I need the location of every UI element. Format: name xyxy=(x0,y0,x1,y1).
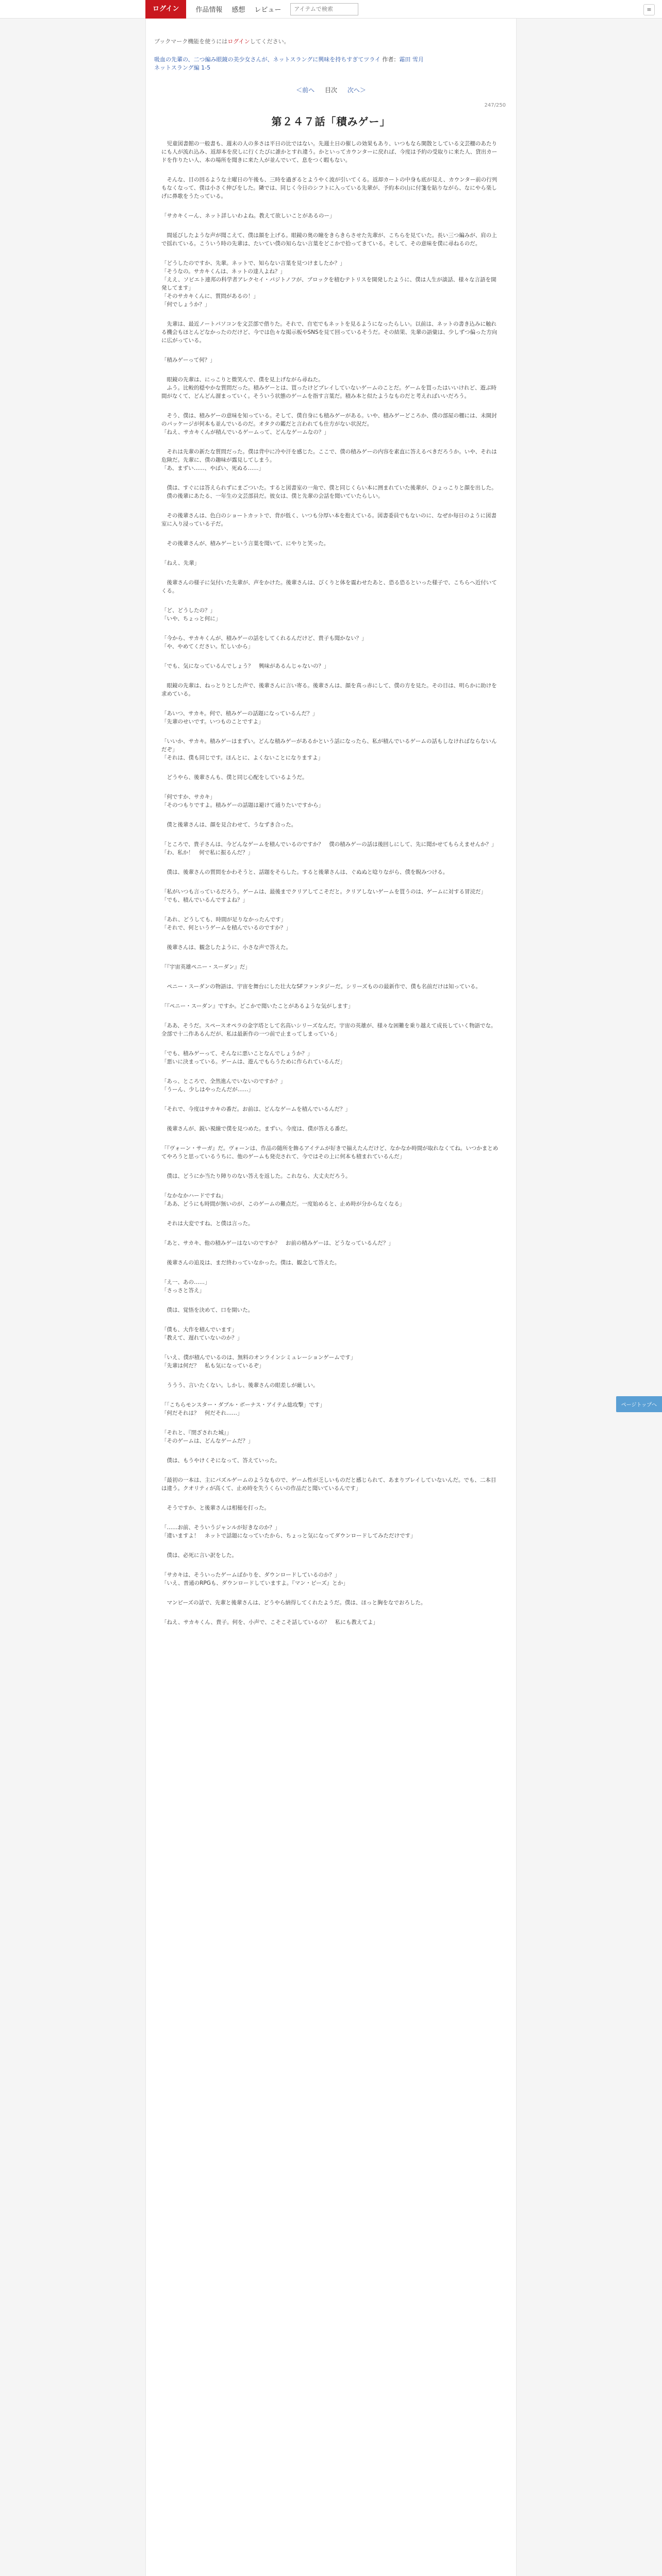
paragraph: 「……お前、そういうジャンルが好きなのか？」 「違いますよ！ ネットで話題になっていたから、ちょっと気になってダウンロードしてみただけです」 xyxy=(161,1524,416,1539)
paragraph: 「どうしたのですか、先輩。ネットで、知らない言葉を見つけましたか？」 「そうなの。サカキくんは、ネットの達人よね？」 「ええ、ソビエト連邦の科学者アレクセイ・パジトノフが、ブロックを積むテトリスを開発したように、僕は人生が談話、様々な言語を開発してます」 「そのサカキくんに、質問があるの！」 「何でしょうか？」 xyxy=(161,260,496,308)
series-part[interactable]: ネットスラング編 1-5 xyxy=(154,64,211,71)
paragraph: そう、僕は、積みゲーの意味を知っている。そして、僕自身にも積みゲーがある。いや、積みゲーどころか、僕の部屋の棚には、未開封のパッケージが何本も並んでいるのだ。オタクの鑑だと言われても仕方がない状況だ。 「ねえ、サカキくんが積んでいるゲームって、どんなゲームなの？」 xyxy=(161,413,497,435)
bookmark-login-link[interactable]: ログイン xyxy=(227,38,250,45)
paragraph: 僕は、もうやけくそになって、答えていった。 xyxy=(161,1458,280,1464)
nav-works[interactable]: 作品情報 xyxy=(195,6,223,14)
paragraph: 「『ヴォーン・サーガ』だ。ヴォーンは、作品の随所を飾るアイテムが好きで揃えたんだけど、なかなか時間が取れなくてね。いつかまとめてやろうと思っているうちに、他のゲームも発売されて、今ではその上に何本も積まれているんだ」 xyxy=(161,1145,499,1160)
paragraph: 「あれ、どうしても、時間が足りなかったんです」 「それで、何というゲームを積んでいるのですか？」 xyxy=(161,917,291,931)
paragraph: 僕は、必死に言い訳をした。 xyxy=(161,1552,237,1558)
paragraph: 「いいか、サカキ。積みゲーはまずい。どんな積みゲーがあるかという話になったら、私が積んでいるゲームの話もしなければならないんだぞ」 「それは、僕も同じです。ほんとに、よくないことになりますよ」 xyxy=(161,738,497,761)
paragraph: 「今から、サカキくんが、積みゲーの話をしてくれるんだけど、貴子も聞かない？」 「や、やめてください。忙しいから」 xyxy=(161,635,367,650)
bookmark-note xyxy=(146,19,516,45)
menu-icon[interactable]: ≡ xyxy=(643,4,655,15)
paragraph: 「あっ、ところで、全然進んでいないのですか？」 「うーん、少しはやったんだが……」 xyxy=(161,1078,286,1093)
paragraph: 眼鏡の先輩は、ねっとりとした声で、後輩さんに言い寄る。後輩さんは、顔を真っ赤にして、僕の方を見た。その目は、明らかに助けを求めている。 xyxy=(161,683,497,697)
author-link[interactable]: 霜田 雪月 xyxy=(399,56,424,63)
paragraph: 僕は、すぐには答えられずにまごついた。すると図書室の一角で、僕と同じくらい本に囲まれていた後輩が、ひょっこりと顔を出した。 僕の後輩にあたる、一年生の文芸部員だ。彼女は、僕と先輩の会話を聞いていたらしい。 xyxy=(167,485,497,499)
paragraph: 「え一、あの……」 「さっさと答え」 xyxy=(161,1279,210,1294)
top-bar xyxy=(0,0,662,19)
paragraph: 「「こちらモンスター・ダブル・ボーナス・アイテム総攻撃」です」 「何だそれは？ 何だそれ……」 xyxy=(161,1402,325,1416)
paragraph: 「最初の一本は、主にパズルゲームのようなもので、ゲーム性が乏しいものだと感じられて、あまりプレイしていないんだ。でも、二本目は違う。クオリティが高くて、止め時を失うくらいの作品だと聞いているんです」 xyxy=(161,1477,496,1492)
paragraph: 眼鏡の先輩は、にっこりと微笑んで、僕を見上げながら尋ねた。 ふう。比較的穏やかな質問だった。積みゲーとは、買ったけどプレイしていないゲームのことだ。ゲームを買ったはいいけれど、遊ぶ時間がなくて、どんどん溜まっていく。そういう状態のゲームを指す言葉だ。積み本と似たようなものだと考えればいいだろう。 xyxy=(161,377,497,399)
paragraph: 「『宇宙英雄ペニー・スーダン』だ」 xyxy=(161,964,251,970)
paragraph: 「サカキは、そういったゲームばかりを、ダウンロードしているのか？」 「いえ、普通のRPGも、ダウンロードしていますよ。『マン・ピーズ』とか」 xyxy=(161,1572,349,1586)
paragraph: 「ところで、貴子さんは、今どんなゲームを積んでいるのですか？ 僕の積みゲーの話は後回しにして、先に聞かせてもらえませんか？」 「わ、私か！ 何で私に振るんだ？」 xyxy=(161,841,497,856)
paragraph: 「それと、『閉ざされた城』」 「そのゲームは、どんなゲームだ？」 xyxy=(161,1430,254,1444)
paragraph: ペニー・スーダンの物語は、宇宙を舞台にした壮大なSFファンタジーだ。シリーズものの最新作で、僕も名前だけは知っている。 xyxy=(161,984,481,990)
login-button[interactable]: ログイン xyxy=(145,0,186,19)
bookmark-note-prefix: ブックマーク機能を使うには xyxy=(154,38,228,45)
paragraph: 僕と後輩さんは、顔を見合わせて、うなずき合った。 xyxy=(161,822,297,828)
paragraph: 僕は、後輩さんの質問をかわそうと、話題をそらした。すると後輩さんは、ぐぬぬと唸りながら、僕を睨みつける。 xyxy=(161,869,449,875)
paragraph: 「僕も、大作を積んでいます」 「教えて、遅れていないのか？」 xyxy=(161,1327,243,1341)
paragraph: 後輩さんの様子に気付いた先輩が、声をかけた。後輩さんは、びくりと体を震わせたあと、恐る恐るといった様子で、こちらへ近付いてくる。 xyxy=(161,580,497,594)
pager xyxy=(146,86,516,94)
search-input[interactable] xyxy=(290,3,358,15)
author-label: 作者： xyxy=(382,56,400,63)
paragraph: その後輩さんは、色白のショートカットで、背が低く、いつも分厚い本を抱えている。図書委員でもないのに、なぜか毎日のように図書室に入り浸っている子だ。 xyxy=(161,513,496,527)
paragraph: ううう、言いたくない。しかし、後輩さんの眼差しが厳しい。 xyxy=(161,1382,319,1388)
paragraph: 「でも、気になっているんでしょう？ 興味があるんじゃないの？」 xyxy=(161,663,329,669)
chapter-body xyxy=(146,128,516,1626)
paragraph: 後輩さんが、鋭い視線で僕を見つめた。まずい。今度は、僕が答える番だ。 xyxy=(161,1126,351,1132)
paragraph: 「積みゲーって何？」 xyxy=(161,357,216,363)
paragraph: 「『ペニー・スーダン』ですか。どこかで聞いたことがあるような気がします」 xyxy=(161,1003,354,1009)
paragraph: 「ねえ、先輩」 xyxy=(161,560,200,566)
page-top-button[interactable]: ページトップへ xyxy=(616,1396,662,1412)
paragraph: 「いえ、僕が積んでいるのは、無料のオンラインシミュレーションゲームです」 「先輩は何だ？ 私も気になっているぞ」 xyxy=(161,1354,356,1369)
episode-number: 247/250 xyxy=(484,103,506,108)
paragraph: そうですか、と後輩さんは相槌を打った。 xyxy=(161,1505,270,1511)
paragraph: 「ねえ、サカキくん、貴子。何を、小声で、こそこそ話しているの？ 私にも教えてよ」 xyxy=(161,1619,378,1625)
prev-link[interactable]: ＜前へ xyxy=(296,87,315,94)
paragraph: 「あいつ、サカキ。何で、積みゲーの話題になっているんだ？」 「先輩のせいです。いつものことですよ」 xyxy=(161,710,318,725)
paragraph: 後輩さんは、観念したように、小さな声で答えた。 xyxy=(161,944,291,951)
nav-impressions[interactable]: 感想 xyxy=(231,6,245,14)
paragraph: 「サカキくーん、ネット詳しいわよね。教えて欲しいことがあるのー」 xyxy=(161,213,335,219)
paragraph: 間延びしたような声が聞こえて、僕は顔を上げる。眼鏡の奥の瞳をきらきらさせた先輩が、こちらを見ていた。長い三つ編みが、肩の上で揺れている。こういう時の先輩は、たいてい僕の知らない言葉をどこかで拾ってきている。そして、その意味を僕に尋ねるのだ。 xyxy=(161,232,497,247)
paragraph: 「私がいつも言っているだろう。ゲームは、最後までクリアしてこそだと。クリアしないゲームを買うのは、ゲームに対する冒涜だ」 「でも、積んでいるんですよね？」 xyxy=(161,889,486,903)
nav-reviews[interactable]: レビュー xyxy=(254,6,282,14)
paragraph: 後輩さんの追及は、まだ終わっていなかった。僕は、観念して答えた。 xyxy=(161,1260,340,1266)
bookmark-note-suffix: してください。 xyxy=(250,38,290,45)
paragraph: 「あと、サカキ、他の積みゲーはないのですか？ お前の積みゲーは、どうなっているんだ？」 xyxy=(161,1240,394,1246)
main-content xyxy=(145,19,517,2576)
paragraph: それは大変ですね、と僕は言った。 xyxy=(161,1221,254,1227)
paragraph: 児童図書館の一般書も、週末の人の多さは平日の比ではない。先週土日の催しの効果もあり、いつもなら閑散としている文芸棚のあたりにも人が流れ込み、返却本を戻しに行くたびに誰かとすれ違う。かといってカウンターに戻れば、今度は予約の受取りに来た人、貸出カードを作りたい人、本の場所を聞きに来た人が並んでいて、息をつく暇もない。 xyxy=(161,141,498,163)
paragraph: そんな、目の回るような土曜日の午後も、三時を過ぎるとようやく波が引いてくる。返却カートの中身も底が見え、カウンター前の行列もなくなって、僕は小さく伸びをした。隣では、同じく今日のシフトに入っている先輩が、予約本の山に付箋を貼りながら、なにやら楽しげに鼻歌をうたっている。 xyxy=(161,177,498,199)
paragraph: 「それで、今度はサカキの番だ。お前は、どんなゲームを積んでいるんだ？」 xyxy=(161,1106,351,1112)
paragraph: 僕は、覚悟を決めて、口を開いた。 xyxy=(161,1307,254,1313)
paragraph: 「でも、積みゲーって、そんなに悪いことなんでしょうか？」 「悪いに決まっている。ゲームは、遊んでもらうために作られているんだ」 xyxy=(161,1050,345,1065)
next-link[interactable]: 次へ＞ xyxy=(347,87,366,94)
paragraph: それは先輩の新たな質問だった。僕は背中に冷や汗を感じた。ここで、僕の積みゲーの内容を素直に答えるべきだろうか。いや、それは危険だ。先輩に、僕の趣味が露見してしまう。 「あ、まずい……、やばい、死ぬる……」 xyxy=(161,449,497,471)
paragraph: 「何ですか、サカキ」 「そのつもりですよ。積みゲーの話題は避けて通りたいですから」 xyxy=(161,794,324,808)
paragraph: 「ああ、そうだ。スペースオペラの金字塔として名高いシリーズなんだ。宇宙の英雄が、様々な困難を乗り越えて成長していく物語でな。全部で十二作あるんだが、私は最新作の一つ前で止まってしまっている」 xyxy=(161,1023,496,1037)
series-info xyxy=(146,45,516,72)
chapter-title: 第２４７話「積みゲー」 xyxy=(271,115,391,128)
paragraph: マンピーズの話で、先輩と後輩さんは、どうやら納得してくれたようだ。僕は、ほっと胸をなでおろした。 xyxy=(161,1600,426,1606)
series-title-link[interactable]: 吸血の先輩の、二つ編み眼鏡の美少女さんが、ネットスラングに興味を持ちすぎてツライ xyxy=(154,56,380,63)
paragraph: 僕は、どうにか当たり障りのない答えを返した。これなら、大丈夫だろう。 xyxy=(161,1173,351,1179)
paragraph: 「なかなかハードですね」 「ああ、どうにも時間が無いのが、このゲームの難点だ。一度始めると、止め時が分からなくなる」 xyxy=(161,1193,405,1207)
paragraph: その後輩さんが、積みゲーという言葉を聞いて、にやりと笑った。 xyxy=(161,540,329,547)
paragraph: 先輩は、最近ノートパソコンを文芸部で借りた。それで、自宅でもネットを見るようになったらしい。以前は、ネットの書き込みに触れる機会もほとんどなかったのだけど、今では色々な掲示板やSNSを見て回っているそうだ。その結果、先輩の語彙は、少しずつ偏った方向に広がっている。 xyxy=(161,321,498,344)
paragraph: 「ど、どうしたの？」 「いや、ちょっと何に」 xyxy=(161,607,221,622)
toc-link[interactable]: 目次 xyxy=(324,87,337,94)
paragraph: どうやら、後輩さんも、僕と同じ心配をしているようだ。 xyxy=(161,774,308,781)
